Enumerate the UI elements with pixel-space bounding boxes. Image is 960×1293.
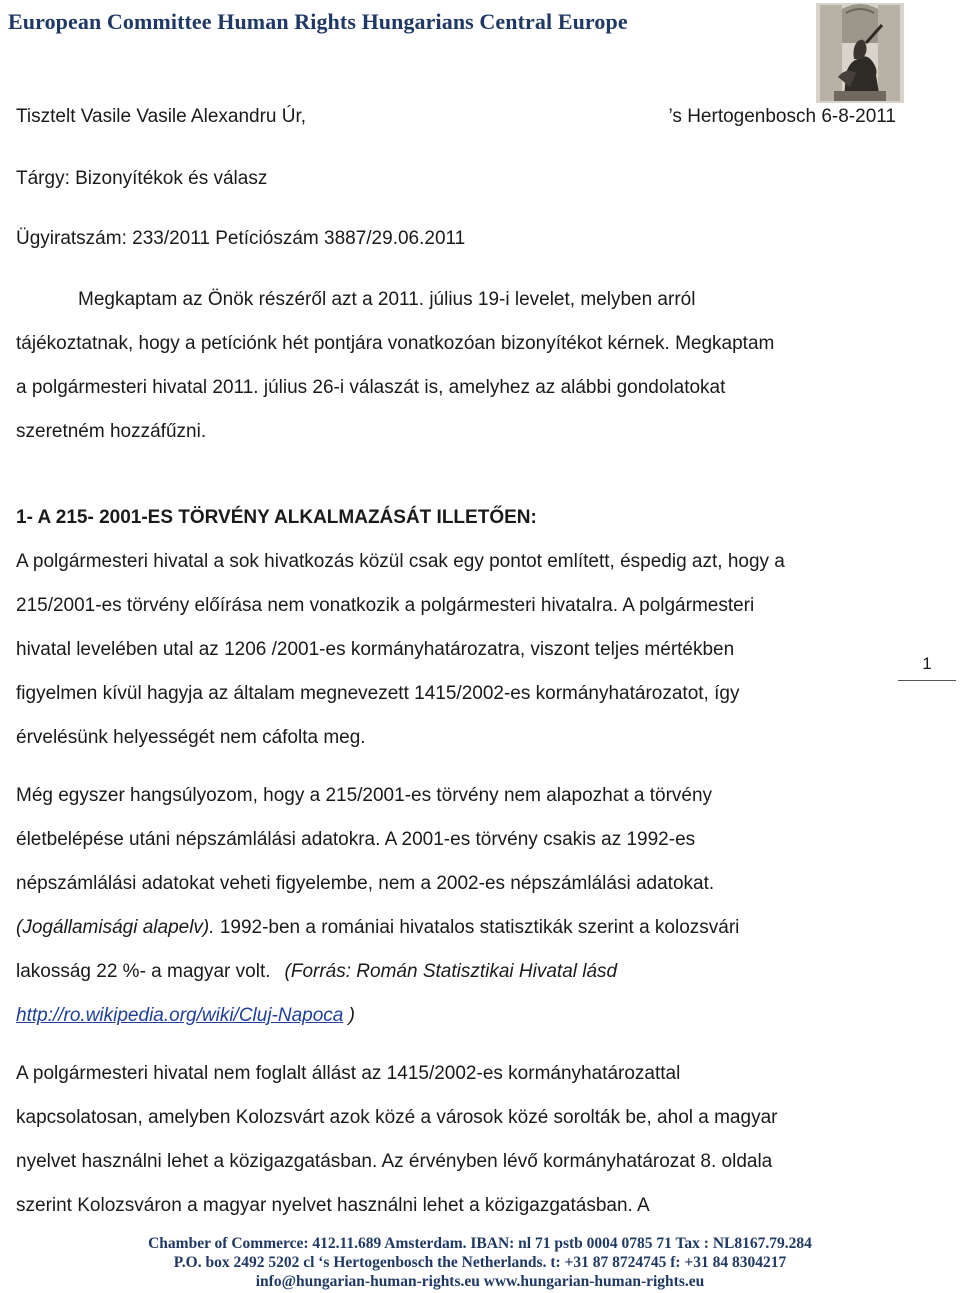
place-date: ’s Hertogenbosch 6-8-2011	[668, 106, 896, 127]
paragraph-3-line: szerint Kolozsváron a magyar nyelvet használni lehet a közigazgatásban. A	[16, 1195, 650, 1216]
population-text: lakosság 22 %- a magyar volt.	[16, 961, 271, 982]
statistics-text: 1992-ben a romániai hivatalos statisztikák szerint a kolozsvári	[214, 917, 740, 938]
section-1-line: érvelésünk helyességét nem cáfolta meg.	[16, 727, 366, 748]
paragraph-2	[16, 774, 896, 1038]
section-1-line: hivatal levelében utal az 1206 /2001-es kormányhatározatra, viszont teljes mértékben	[16, 639, 735, 660]
section-1-line: figyelmen kívül hagyja az általam megnevezett 1415/2002-es kormányhatározatot, így	[16, 683, 740, 704]
section-1-line: 215/2001-es törvény előírása nem vonatkozik a polgármesteri hivatalra. A polgármesteri	[16, 595, 755, 616]
footer-contact: info@hungarian-human-rights.eu www.hungarian-human-rights.eu	[255, 1273, 705, 1290]
paragraph-3-line: nyelvet használni lehet a közigazgatásban. Az érvényben lévő kormányhatározat 8. oldala	[16, 1151, 773, 1172]
section-1	[16, 496, 896, 760]
intro-line: Megkaptam az Önök részéről azt a 2011. július 19-i levelet, melyben arról	[78, 289, 696, 310]
salutation: Tisztelt Vasile Vasile Alexandru Úr,	[16, 106, 307, 127]
organization-title: European Committee Human Rights Hungarians Central Europe	[8, 9, 628, 34]
paragraph-2-line	[16, 906, 896, 950]
paragraph-2-line: népszámlálási adatokat veheti figyelembe, nem a 2002-es népszámlálási adatokat.	[16, 873, 715, 894]
intro-paragraph	[16, 278, 896, 454]
intro-line: tájékoztatnak, hogy a petíciónk hét pontjára vonatkozóan bizonyítékot kérnek. Megkaptam	[16, 333, 775, 354]
reference-line: Ügyiratszám: 233/2011 Petíciószám 3887/29.06.2011	[16, 228, 466, 249]
statue-logo-image	[816, 3, 904, 103]
paragraph-3	[16, 1052, 896, 1228]
intro-line: szeretném hozzáfűzni.	[16, 421, 207, 442]
paragraph-2-line	[16, 994, 896, 1038]
principle-note: (Jogállamisági alapelv).	[16, 917, 215, 938]
footer-registration: Chamber of Commerce: 412.11.689 Amsterdam. IBAN: nl 71 pstb 0004 0785 71 Tax : NL8167.79.284	[148, 1235, 812, 1252]
page-number: 1	[922, 654, 932, 673]
paragraph-2-line: életbelépése utáni népszámlálási adatokra. A 2001-es törvény csakis az 1992-es	[16, 829, 696, 850]
paragraph-2-line: Még egyszer hangsúlyozom, hogy a 215/2001-es törvény nem alapozhat a törvény	[16, 785, 713, 806]
paragraph-2-line	[16, 950, 896, 994]
wikipedia-link[interactable]: http://ro.wikipedia.org/wiki/Cluj-Napoca	[16, 1005, 344, 1026]
footer-address: P.O. box 2492 5202 cl ‘s Hertogenbosch the Netherlands. t: +31 87 8724745 f: +31 84 8304217	[173, 1254, 787, 1271]
section-1-heading: 1- A 215- 2001-ES TÖRVÉNY ALKALMAZÁSÁT ILLETŐEN:	[16, 507, 537, 528]
intro-line: a polgármesteri hivatal 2011. július 26-i válaszát is, amelyhez az alábbi gondolatokat	[16, 377, 726, 398]
source-note: (Forrás: Román Statisztikai Hivatal lásd	[284, 961, 618, 982]
paragraph-3-line: kapcsolatosan, amelyben Kolozsvárt azok közé a városok közé sorolták be, ahol a magyar	[16, 1107, 778, 1128]
section-1-line: A polgármesteri hivatal a sok hivatkozás közül csak egy pontot említett, éspedig azt, hogy a	[16, 551, 785, 572]
page-number-rule	[898, 680, 956, 681]
subject-line: Tárgy: Bizonyítékok és válasz	[16, 168, 268, 189]
paragraph-3-line: A polgármesteri hivatal nem foglalt állást az 1415/2002-es kormányhatározattal	[16, 1063, 681, 1084]
statue-logo-icon	[816, 3, 904, 103]
link-close-paren: )	[343, 1005, 355, 1026]
